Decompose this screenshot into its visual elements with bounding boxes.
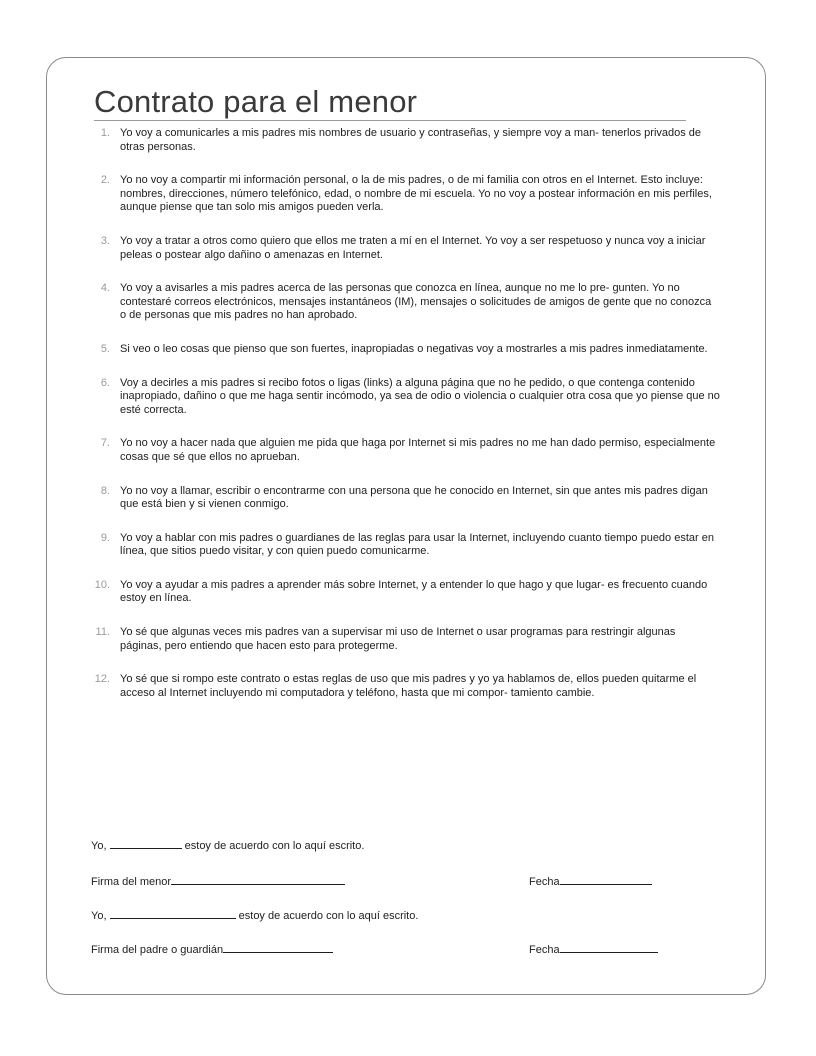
agreement-suffix: estoy de acuerdo con lo aquí escrito. — [238, 910, 419, 922]
item-text: Yo voy a avisarles a mis padres acerca de las personas que conozca en línea, aunque no me lo pre- gunten. Yo no contestaré correos electrónicos, mensajes instantáneos (IM), mensajes o solicitudes de amigos de gente que no conozca o de personas que mis padres no han aprobado. — [120, 282, 712, 322]
item-text: Yo no voy a compartir mi información personal, o la de mis padres, o de mi familia con otros en el Internet. Esto incluye: nombres, direcciones, número telefónico, edad, o nombre de mi escuela. Yo no voy a postear información en mis perfiles, aunque piense que tan solo mis amigos pueden verla. — [120, 174, 712, 214]
item-text: Yo no voy a llamar, escribir o encontrarme con una persona que he conocido en Internet, sin que antes mis padres digan que está bien y si vienen conmigo. — [120, 484, 708, 511]
item-number: 6. — [100, 376, 110, 389]
item-text: Yo sé que algunas veces mis padres van a supervisar mi uso de Internet o usar programas para restringir algunas páginas, pero entiendo que hacen esto para protegerme. — [120, 626, 676, 652]
list-item — [80, 437, 720, 464]
child-signature-label: Firma del menor — [91, 876, 172, 888]
child-date-line — [529, 874, 652, 889]
item-text: Yo voy a comunicarles a mis padres mis nombres de usuario y contraseñas, y siempre voy a man- tenerlos privados de otras personas. — [120, 127, 702, 153]
child-agreement-line — [91, 838, 364, 853]
list-item — [80, 532, 720, 559]
item-number: 1. — [100, 127, 110, 139]
list-item — [80, 127, 720, 154]
item-number: 11. — [95, 626, 110, 639]
list-item — [80, 485, 720, 512]
list-item — [80, 174, 720, 215]
parent-signature-field[interactable] — [223, 942, 333, 953]
item-number: 7. — [100, 437, 110, 450]
date-label: Fecha — [529, 944, 560, 956]
item-number: 8. — [100, 484, 110, 497]
list-item — [80, 626, 720, 653]
parent-date-field[interactable] — [560, 942, 658, 953]
item-text: Yo sé que si rompo este contrato o estas reglas de uso que mis padres y yo ya hablamos de, ellos pueden quitarme el acceso al Internet incluyendo mi computadora y teléfono, hasta que mi compor- tamiento cambie. — [120, 673, 697, 699]
item-number: 3. — [100, 234, 110, 247]
item-number: 5. — [100, 342, 110, 355]
item-number: 2. — [100, 174, 110, 187]
parent-name-field[interactable] — [110, 908, 236, 919]
parent-date-line — [529, 942, 658, 957]
item-text: Yo voy a tratar a otros como quiero que ellos me traten a mí en el Internet. Yo voy a ser respetuoso y nunca voy a iniciar peleas o postear algo dañino o amenazas en Internet. — [120, 234, 706, 261]
item-number: 10. — [94, 578, 110, 591]
item-text: Yo voy a hablar con mis padres o guardianes de las reglas para usar la Internet, incluyendo cuanto tiempo puedo estar en línea, que sitios puedo visitar, y con quien puedo comunicarme. — [120, 531, 714, 558]
child-date-field[interactable] — [560, 874, 652, 885]
list-item — [80, 235, 720, 262]
list-item — [80, 673, 720, 700]
parent-signature-label: Firma del padre o guardián — [91, 944, 224, 956]
item-number: 4. — [100, 282, 110, 295]
list-item — [80, 282, 720, 323]
agreement-suffix: estoy de acuerdo con lo aquí escrito. — [184, 840, 365, 852]
parent-agreement-line — [91, 908, 418, 923]
list-item — [80, 377, 720, 418]
item-text: Voy a decirles a mis padres si recibo fotos o ligas (links) a alguna página que no he pedido, o que contenga contenido inapropiado, dañino o que me haga sentir incómodo, ya sea de odio o violencia o cualquier otra cosa que yo piense que no esté correcta. — [120, 376, 720, 416]
child-name-field[interactable] — [110, 838, 182, 849]
page-title: Contrato para el menor — [94, 84, 686, 121]
list-item — [80, 343, 720, 357]
agreement-prefix: Yo, — [91, 840, 107, 852]
agreement-prefix: Yo, — [91, 910, 107, 922]
item-text: Yo voy a ayudar a mis padres a aprender más sobre Internet, y a entender lo que hago y que lugar- es frecuento cuando estoy en línea. — [120, 578, 708, 605]
child-signature-field[interactable] — [171, 874, 345, 885]
item-number: 12. — [94, 673, 110, 686]
date-label: Fecha — [529, 876, 560, 888]
parent-signature-line — [91, 942, 333, 957]
item-text: Yo no voy a hacer nada que alguien me pida que haga por Internet si mis padres no me han dado permiso, especialmente cosas que sé que ellos no aprueban. — [120, 437, 716, 463]
list-item — [80, 579, 720, 606]
item-text: Si veo o leo cosas que pienso que son fuertes, inapropiadas o negativas voy a mostrarles a mis padres inmediatamente. — [120, 342, 708, 355]
child-signature-line — [91, 874, 345, 889]
rules-list — [80, 127, 720, 700]
item-number: 9. — [100, 531, 110, 544]
